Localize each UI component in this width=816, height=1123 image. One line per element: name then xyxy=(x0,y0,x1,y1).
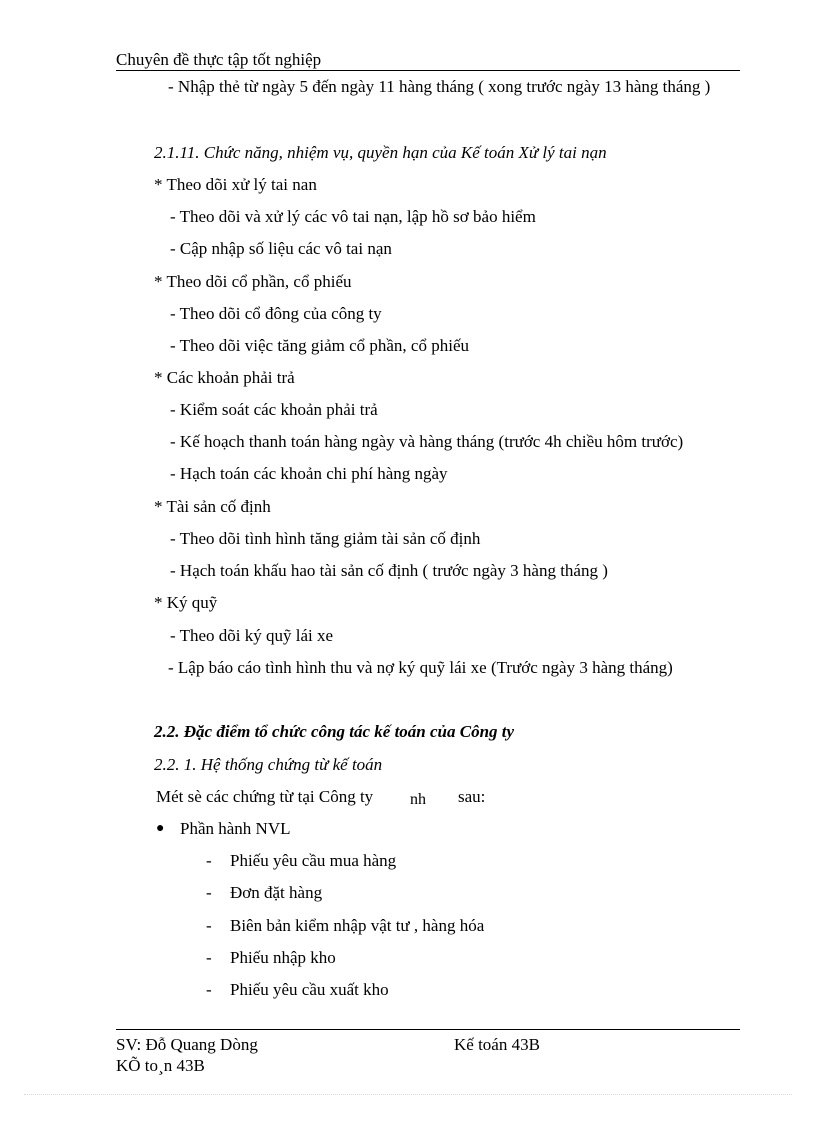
list-item: Đơn đặt hàng xyxy=(230,883,323,902)
list-item: - Theo dõi ký quỹ lái xe xyxy=(170,626,334,645)
dash-icon: - xyxy=(206,916,212,935)
intro-text-end: sau: xyxy=(458,787,486,806)
list-item: - Kiểm soát các khoản phải trả xyxy=(170,400,378,419)
footer-student: SV: Đỗ Quang Dòng xyxy=(116,1035,258,1054)
paragraph-entry-schedule: - Nhập thẻ từ ngày 5 đến ngày 11 hàng tháng ( xong trước ngày 13 hàng tháng ) xyxy=(168,77,711,96)
intro-text-fragment: nh xyxy=(410,791,426,808)
footer-rule xyxy=(116,1029,740,1030)
list-item: - Theo dõi tình hình tăng giảm tài sản cố định xyxy=(170,529,481,548)
dash-icon: - xyxy=(206,948,212,967)
list-item: Biên bản kiểm nhập vật tư , hàng hóa xyxy=(230,916,485,935)
list-heading-fixed-assets: * Tài sản cố định xyxy=(154,497,271,516)
section-heading-2-1-11: 2.1.11. Chức năng, nhiệm vụ, quyền hạn của Kế toán Xử lý tai nạn xyxy=(154,143,607,162)
footer-class-right: Kế toán 43B xyxy=(454,1035,540,1054)
list-heading-accident: * Theo dõi xử lý tai nan xyxy=(154,175,317,194)
bullet-dot-icon: ● xyxy=(156,821,165,836)
list-item: - Theo dõi và xử lý các vô tai nạn, lập hồ sơ bảo hiểm xyxy=(170,207,536,226)
list-item: - Kế hoạch thanh toán hàng ngày và hàng tháng (trước 4h chiều hôm trước) xyxy=(170,432,684,451)
dash-icon: - xyxy=(206,980,212,999)
page-header-title: Chuyên đề thực tập tốt nghiệp xyxy=(116,50,322,69)
list-heading-payables: * Các khoản phải trả xyxy=(154,368,295,387)
list-item: - Theo dõi việc tăng giảm cổ phần, cổ phiếu xyxy=(170,336,469,355)
dash-icon: - xyxy=(206,851,212,870)
list-item: - Hạch toán khấu hao tài sản cố định ( trước ngày 3 hàng tháng ) xyxy=(170,561,608,580)
list-item: - Theo dõi cổ đông của công ty xyxy=(170,304,382,323)
list-item: Phiếu nhập kho xyxy=(230,948,336,967)
section-heading-2-2-1: 2.2. 1. Hệ thống chứng từ kế toán xyxy=(154,755,383,774)
section-heading-2-2: 2.2. Đặc điểm tổ chức công tác kế toán của Công ty xyxy=(154,722,515,741)
list-item: Phiếu yêu cầu xuất kho xyxy=(230,980,389,999)
bullet-label: Phần hành NVL xyxy=(180,819,291,838)
list-heading-deposit: * Ký quỹ xyxy=(154,593,218,612)
list-item: Phiếu yêu cầu mua hàng xyxy=(230,851,397,870)
list-heading-shares: * Theo dõi cổ phần, cổ phiếu xyxy=(154,272,352,291)
page-edge-divider xyxy=(24,1094,792,1095)
dash-icon: - xyxy=(206,883,212,902)
footer-class-left: KÕ to¸n 43B xyxy=(116,1056,205,1075)
list-item: - Cập nhập số liệu các vô tai nạn xyxy=(170,239,392,258)
intro-text: Mét sè các chứng từ tại Công ty xyxy=(156,787,374,806)
paragraph-deposit-report: - Lập báo cáo tình hình thu và nợ ký quỹ lái xe (Trước ngày 3 hàng tháng) xyxy=(168,658,673,677)
list-item: - Hạch toán các khoản chi phí hàng ngày xyxy=(170,464,448,483)
